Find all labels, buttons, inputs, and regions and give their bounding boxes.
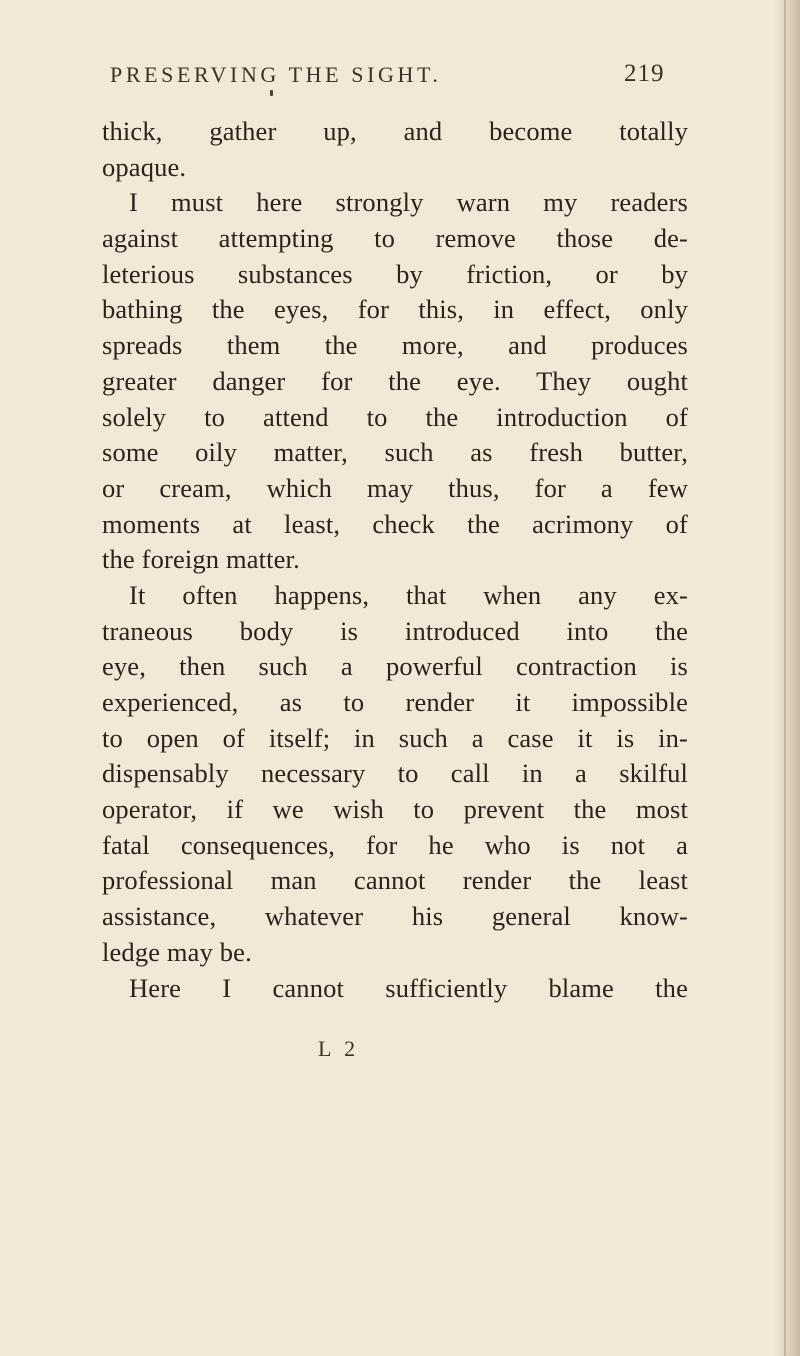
text-line: solely to attend to the introduction of	[102, 401, 688, 432]
text-line: against attempting to remove those de-	[102, 223, 688, 254]
text-line: operator, if we wish to prevent the most	[102, 794, 688, 825]
text-line: Here I cannot sufficiently blame the	[129, 972, 688, 1003]
page-header	[98, 58, 710, 94]
page-edge-line	[784, 0, 786, 1356]
text-line: opaque.	[102, 151, 187, 182]
text-line: eye, then such a powerful contraction is	[102, 651, 688, 682]
text-line: some oily matter, such as fresh butter,	[102, 437, 688, 468]
printing-mark	[270, 90, 273, 96]
text-line: dispensably necessary to call in a skilful	[102, 758, 688, 789]
text-line: traneous body is introduced into the	[102, 615, 688, 646]
text-line: to open of itself; in such a case it is in-	[102, 722, 688, 753]
text-line: professional man cannot render the least	[102, 865, 688, 896]
page-number: 219	[624, 60, 665, 87]
text-line: assistance, whatever his general know-	[102, 901, 688, 932]
text-line: spreads them the more, and produces	[102, 330, 688, 361]
text-line: bathing the eyes, for this, in effect, only	[102, 294, 688, 325]
text-line: It often happens, that when any ex-	[129, 579, 688, 610]
text-line: thick, gather up, and become totally	[102, 116, 688, 146]
text-line: the foreign matter.	[102, 544, 300, 575]
text-line: leterious substances by friction, or by	[102, 258, 688, 289]
text-line: experienced, as to render it impossible	[102, 687, 688, 717]
text-line: ledge may be.	[102, 936, 252, 967]
page-edge-shadow	[774, 0, 800, 1356]
text-line: I must here strongly warn my readers	[129, 187, 688, 218]
text-line: fatal consequences, for he who is not a	[102, 829, 688, 860]
body-text	[102, 114, 688, 1006]
running-head: PRESERVING THE SIGHT.	[110, 62, 442, 87]
text-line: moments at least, check the acrimony of	[102, 508, 688, 539]
signature-mark: L 2	[318, 1036, 360, 1061]
text-line: greater danger for the eye. They ought	[102, 365, 688, 396]
text-line: or cream, which may thus, for a few	[102, 472, 688, 503]
